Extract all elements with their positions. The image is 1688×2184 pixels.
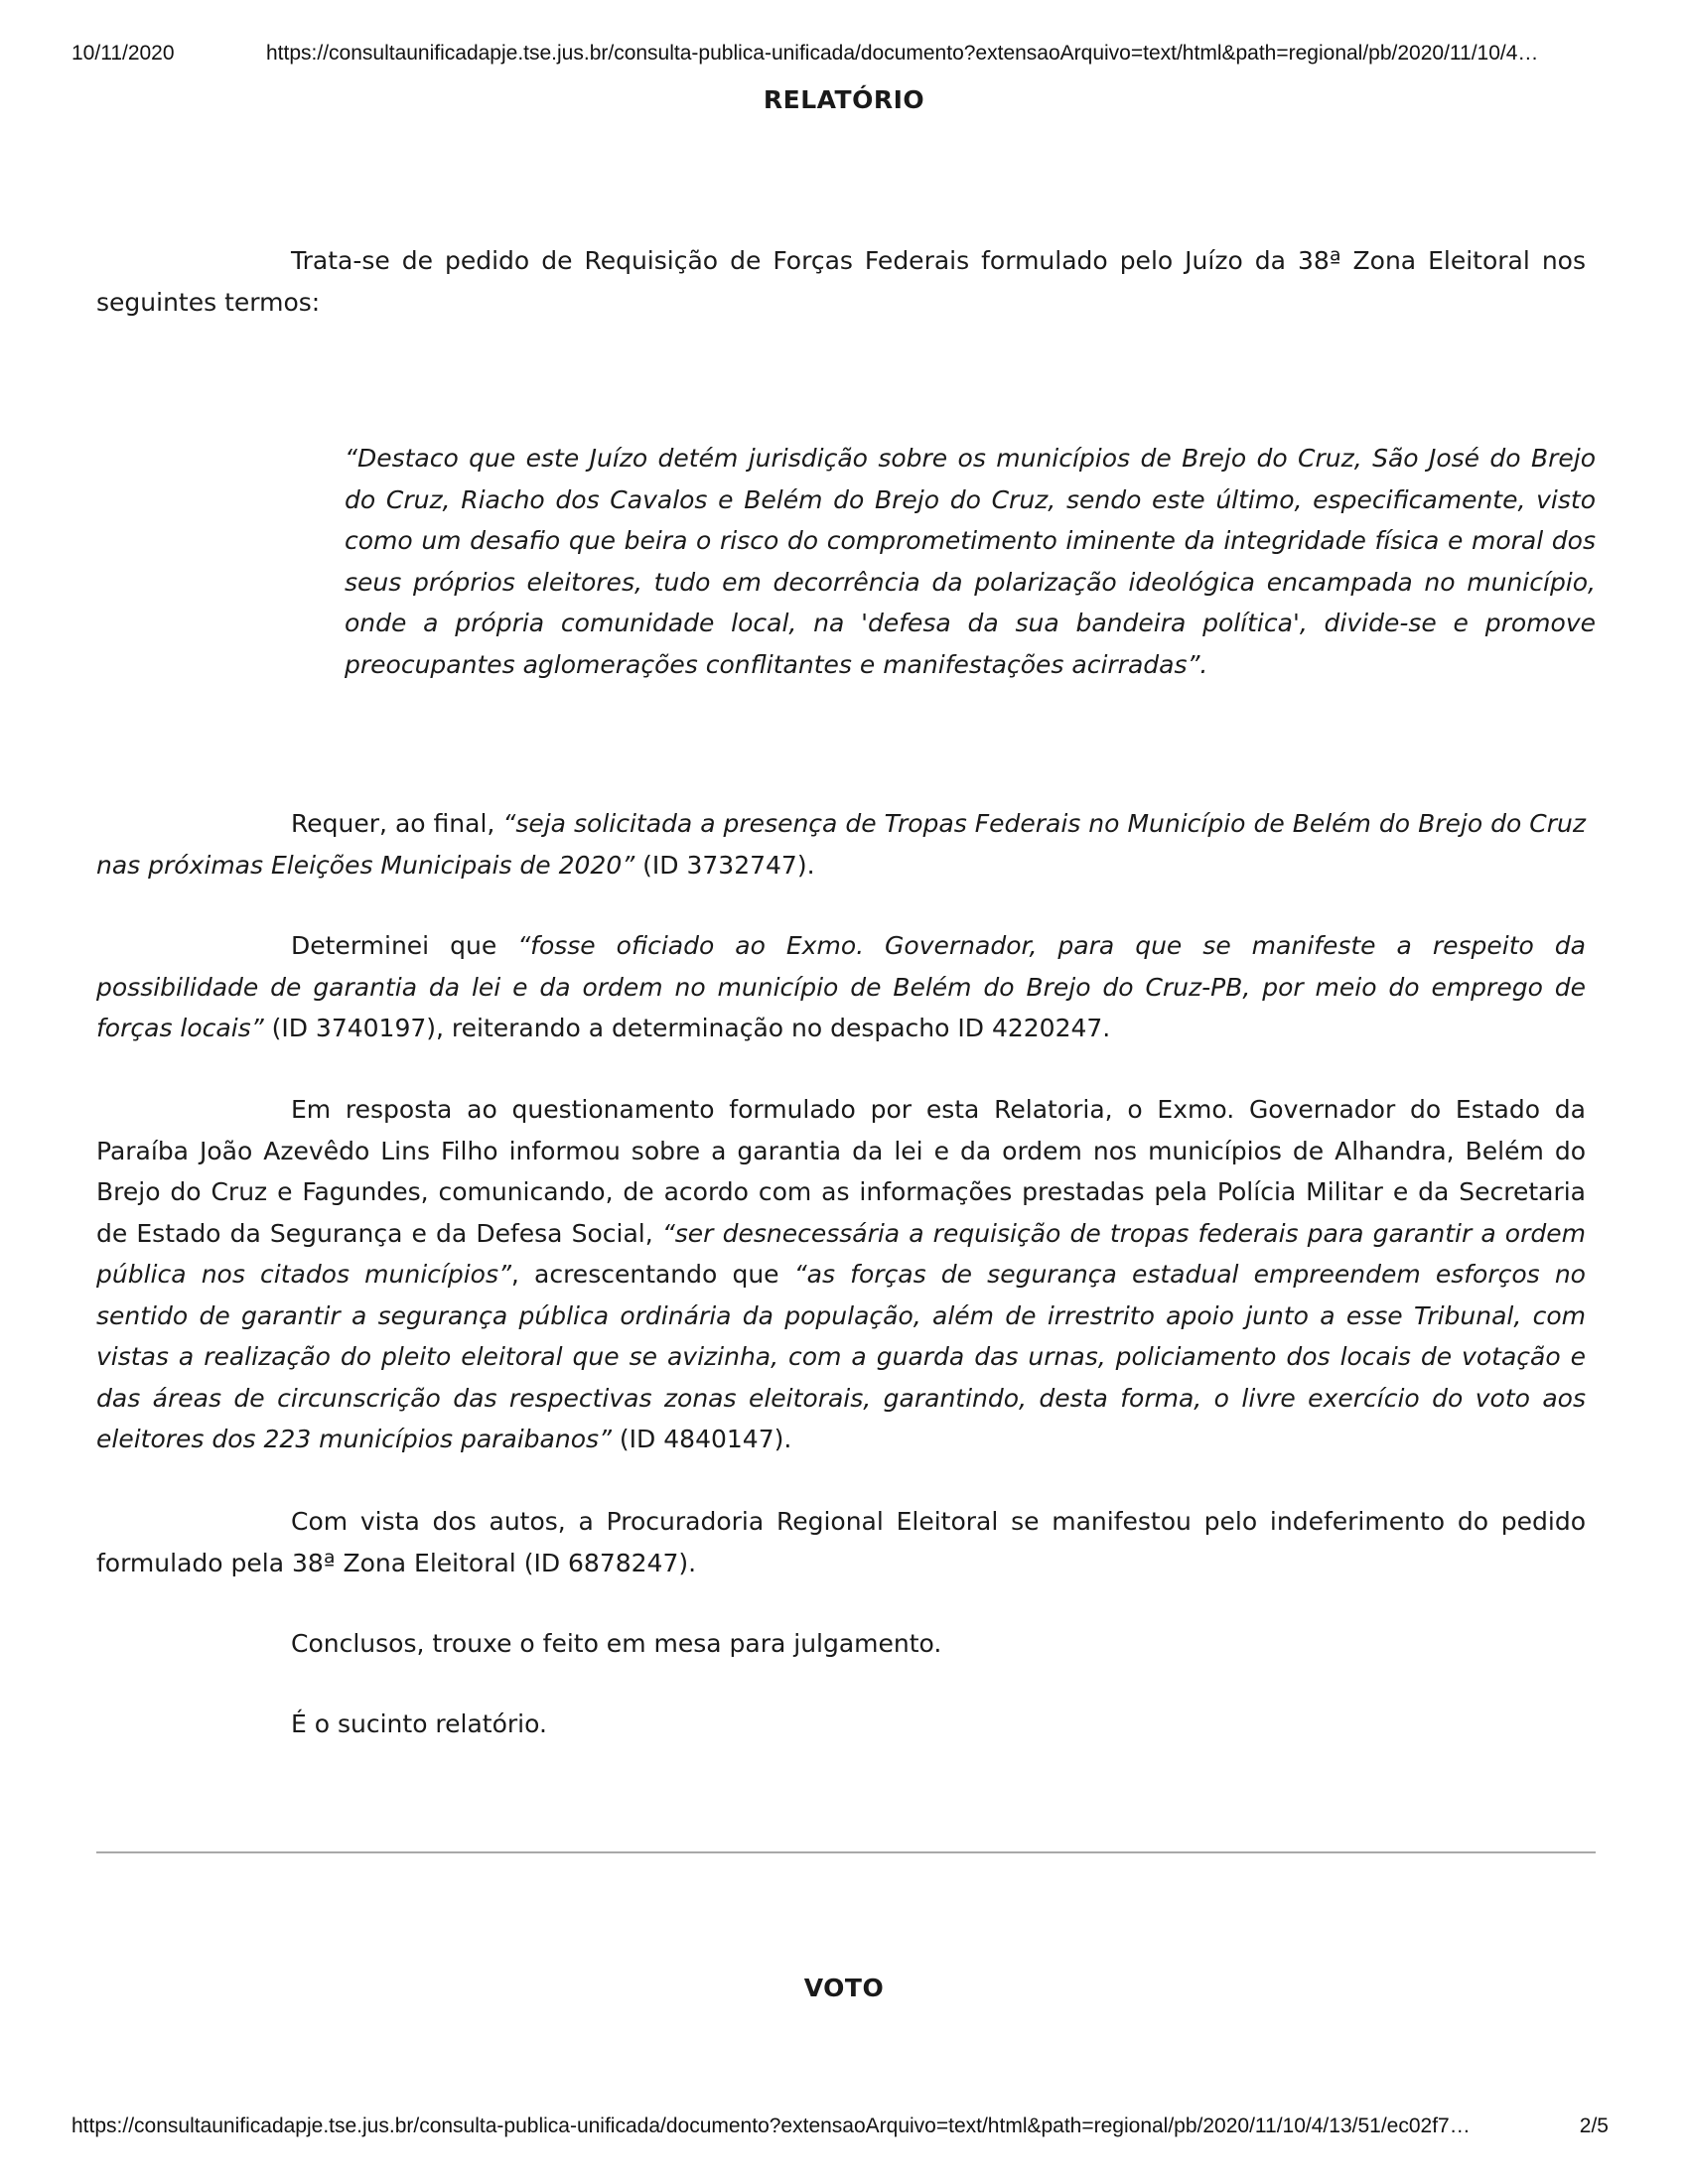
paragraph-determination-ref: (ID 3740197), reiterando a determinação no despacho ID 4220247. [263, 1014, 1111, 1042]
paragraph-closing: É o sucinto relatório. [291, 1709, 547, 1738]
paragraph-procuradoria: Com vista dos autos, a Procuradoria Regional Eleitoral se manifestou pelo indeferimento do pedido formulado pela 38ª Zona Eleitoral (ID 6878247). [96, 1507, 1586, 1577]
paragraph-request-quote: “seja solicitada a presença de Tropas Federais no Município de Belém do Brejo do Cruz nas próximas Eleições Municipais de 2020” [96, 809, 1586, 880]
print-url: https://consultaunificadapje.tse.jus.br/consulta-publica-unificada/documento?extensaoArquivo=text/html&path=regional/pb/2020/11/10/4… [266, 42, 1539, 65]
paragraph-request-text: Requer, ao final, [291, 809, 503, 838]
paragraph-governor-quote-1: “ser desnecessária a requisição de tropas federais para garantir a ordem pública nos citados municípios” [96, 1218, 1586, 1289]
paragraph-governor-text: Em resposta ao questionamento formulado por esta Relatoria, o Exmo. Governador do Estado da Paraíba João Azevêdo Lins Filho informou sobre a garantia da lei e da ordem nos municípios de Alhandra, Belém do Brejo do Cruz e Fagundes, comunicando, de acordo com as informações prestadas pela Polícia Militar e da Secretaria de Estado da Segurança e da Defesa Social, [96, 1095, 1586, 1248]
section-divider [96, 1851, 1596, 1853]
relatorio-heading: RELATÓRIO [763, 85, 925, 114]
print-footer [71, 2115, 1617, 2140]
paragraph-governor-connector: , acrescentando que [510, 1260, 794, 1289]
paragraph-governor-quote-2: “as forças de segurança estadual empreendem esforços no sentido de garantir a segurança pública ordinária da população, além de irrestrito apoio junto a esse Tribunal, com vistas a realização do pleito eleitoral que se avizinha, com a guarda das urnas, policiamento dos locais de votação e das áreas de circunscrição das respectivas zonas eleitorais, garantindo, desta forma, o livre exercício do voto aos eleitores dos 223 municípios paraibanos” [96, 1260, 1586, 1453]
voto-heading: VOTO [803, 1974, 885, 2002]
paragraph-request-ref: (ID 3732747). [634, 850, 815, 880]
paragraph-conclusos: Conclusos, trouxe o feito em mesa para julgamento. [291, 1629, 942, 1658]
paragraph-governor-ref: (ID 4840147). [611, 1425, 792, 1453]
paragraph-intro: Trata-se de pedido de Requisição de Forças Federais formulado pelo Juízo da 38ª Zona Eleitoral nos seguintes termos: [96, 246, 1586, 317]
paragraph-determination-quote: “fosse oficiado ao Exmo. Governador, para que se manifeste a respeito da possibilidade de garantia da lei e da ordem no município de Belém do Brejo do Cruz-PB, por meio do emprego de forças locais” [96, 931, 1586, 1042]
print-header [71, 42, 1617, 68]
paragraph-request [96, 803, 1586, 886]
paragraph-determination [96, 925, 1586, 1049]
paragraph-governor-response [96, 1089, 1586, 1460]
footer-url: https://consultaunificadapje.tse.jus.br/consulta-publica-unificada/documento?extensaoArquivo=text/html&path=regional/pb/2020/11/10/4/13/51/ec02f7… [71, 2115, 1471, 2137]
paragraph-determination-text: Determinei que [291, 931, 518, 960]
page-number: 2/5 [1579, 2115, 1609, 2137]
block-quote: “Destaco que este Juízo detém jurisdição sobre os municípios de Brejo do Cruz, São José do Brejo do Cruz, Riacho dos Cavalos e Belém do Brejo do Cruz, sendo este último, especificamente, visto como um desafio que beira o risco do comprometimento iminente da integridade física e moral dos seus próprios eleitores, tudo em decorrência da polarização ideológica encampada no município, onde a própria comunidade local, na 'defesa da sua bandeira política', divide-se e promove preocupantes aglomerações conflitantes e manifestações acirradas”. [345, 444, 1596, 679]
print-date: 10/11/2020 [71, 42, 175, 65]
